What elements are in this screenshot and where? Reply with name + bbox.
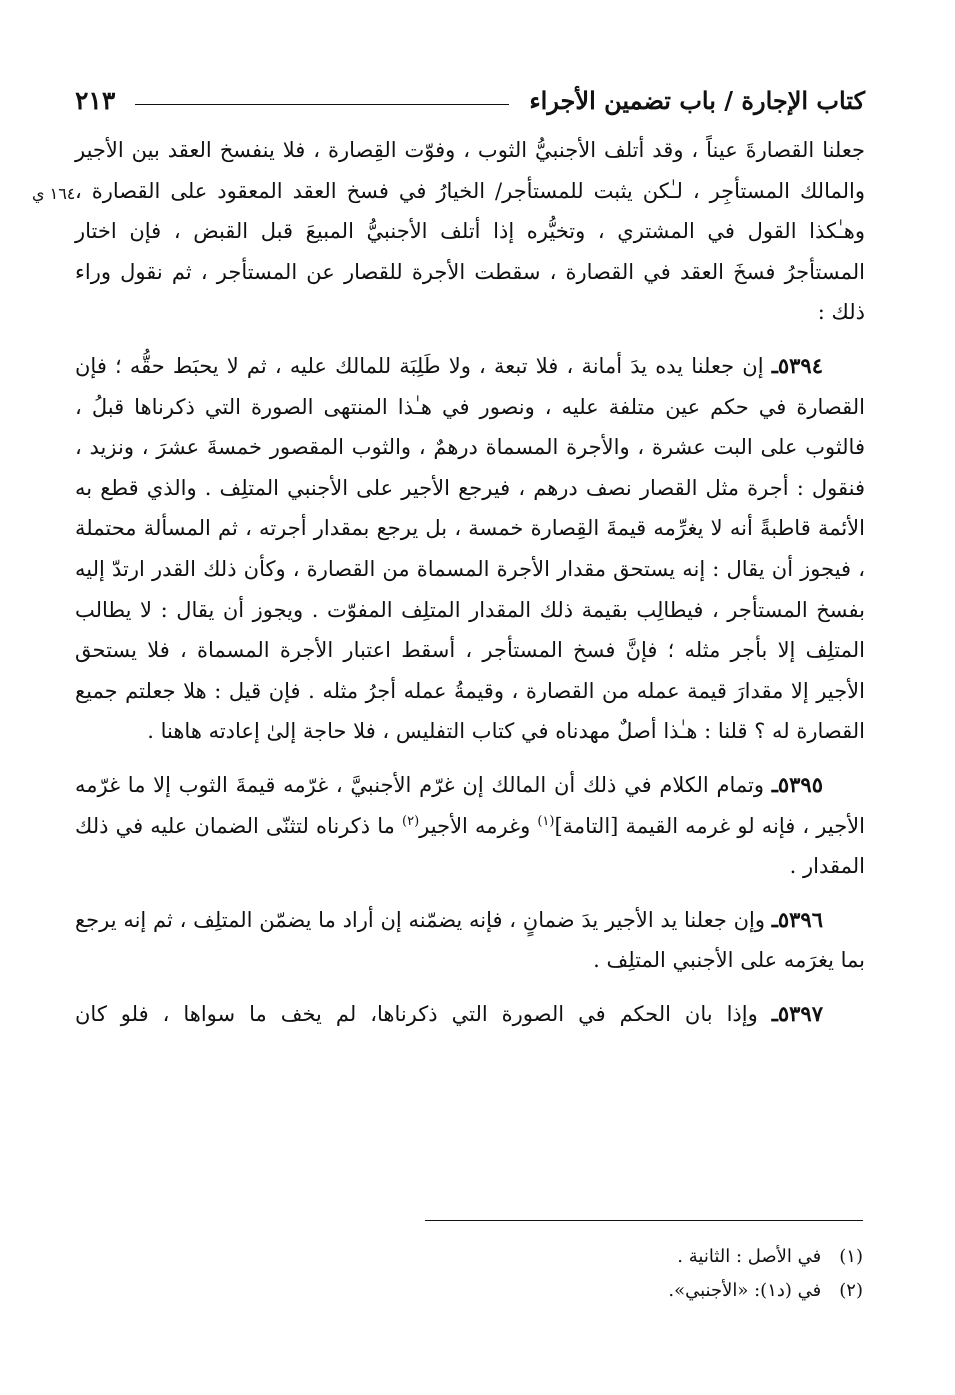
paragraph-5396 [75, 900, 865, 981]
continuation-paragraph: جعلنا القصارةَ عيناً ، وقد أتلف الأجنبيُّ الثوب ، وفوّت القِصارة ، فلا ينفسخ العقد بين الأجير والمالك المستأجِر ، لـٰكن يثبت للمستأجر/ الخيارُ في فسخ العقد المعقود على القصارة ، وهـٰكذا القول في المشتري ، وتخيُّره إذا أتلف الأجنبيُّ المبيعَ قبل القبض ، فإن اختار المستأجرُ فسخَ العقد في القصارة ، سقطت الأجرة للقصار عن المستأجر ، ثم نقول وراء ذلك : [75, 138, 865, 325]
paragraph-5397 [75, 994, 865, 1035]
footnote-marker: (٢) [839, 1280, 863, 1301]
footnote-1 [163, 1240, 863, 1274]
running-title: كتاب الإجارة / باب تضمين الأجراء [529, 85, 865, 115]
footnote-text: في (د١): «الأجنبي». [668, 1280, 822, 1301]
margin-manuscript-reference: ١٦٤ ي [32, 184, 76, 203]
footnote-ref-1: (١) [537, 813, 555, 829]
paragraph-5394 [75, 346, 865, 752]
page-number: ٢١٣ [75, 85, 116, 115]
paragraph-text: إن جعلنا يده يدَ أمانة ، فلا تبعة ، ولا طَلِبَة للمالك عليه ، ثم لا يحبَط حقُّه ؛ فإن القصارة في حكم عين متلفة عليه ، ونصور في هـٰذا المنتهى الصورة التي ذكرناها قبلُ ، فالثوب على البت عشرة ، والأجرة المسماة درهمٌ ، والثوب المقصور خمسةَ عشرَ ، ونزيد ، فنقول : أجرة مثل القصار نصف درهم ، فيرجع الأجير على الأجنبي المتلِف . والذي قطع به الأئمة قاطبةً أنه لا يغرِّمه قيمةَ القِصارة خمسة ، بل يرجع بمقدار أجرته ، ثم المسألة محتملة ، فيجوز أن يقال : إنه يستحق مقدار الأجرة المسماة من القصارة ، وكأن ذلك القدر ارتدّ إليه بفسخ المستأجر ، فيطالِب بقيمة ذلك المقدار المتلِف المفوّت . ويجوز أن يقال : لا يطالب المتلِف إلا بأجر مثله ؛ فإنَّ فسخ المستأجر ، أسقط اعتبار الأجرة المسماة ، فلا يستحق الأجير إلا مقدارَ قيمة عمله من القصارة ، وقيمةُ عمله أجرُ مثله . فإن قيل : هلا جعلتم جميع القصارة له ؟ قلنا : هـٰذا أصلٌ مهدناه في كتاب التفليس ، فلا حاجة إلىٰ إعادته هاهنا . [75, 353, 865, 744]
footnote-marker: (١) [839, 1246, 863, 1267]
paragraph-number: ٥٣٩٥ـ [771, 771, 823, 797]
footnote-ref-2: (٢) [402, 813, 420, 829]
paragraph-text: وغرمه الأجير [419, 813, 538, 838]
footnotes [163, 1240, 863, 1308]
footnote-2 [163, 1274, 863, 1308]
paragraph-number: ٥٣٩٧ـ [771, 1000, 823, 1026]
footnote-separator [425, 1220, 863, 1221]
body-text [75, 130, 865, 1034]
running-header [75, 80, 865, 120]
paragraph-number: ٥٣٩٤ـ [771, 352, 823, 378]
paragraph-text: ما ذكرناه لتثنّى الضمان عليه في ذلك المقدار . [75, 813, 865, 879]
paragraph-number: ٥٣٩٦ـ [771, 906, 823, 932]
paragraph-text: وإن جعلنا يد الأجير يدَ ضمانٍ ، فإنه يضمّنه إن أراد ما يضمّن المتلِف ، ثم إنه يرجع بما يغرَمه على الأجنبي المتلِف . [75, 907, 865, 973]
paragraph-text: وتمام الكلام في ذلك أن المالك إن غرّم الأجنبيَّ ، غرّمه قيمةَ الثوب إلا ما غرّمه الأجير ، فإنه لو غرمه القيمة [التامة] [75, 772, 865, 838]
paragraph-text: وإذا بان الحكم في الصورة التي ذكرناها، لم يخف ما سواها ، فلو كان [75, 1001, 772, 1026]
paragraph-5395 [75, 765, 865, 887]
header-rule [135, 104, 509, 105]
footnote-text: في الأصل : الثانية . [677, 1246, 822, 1267]
